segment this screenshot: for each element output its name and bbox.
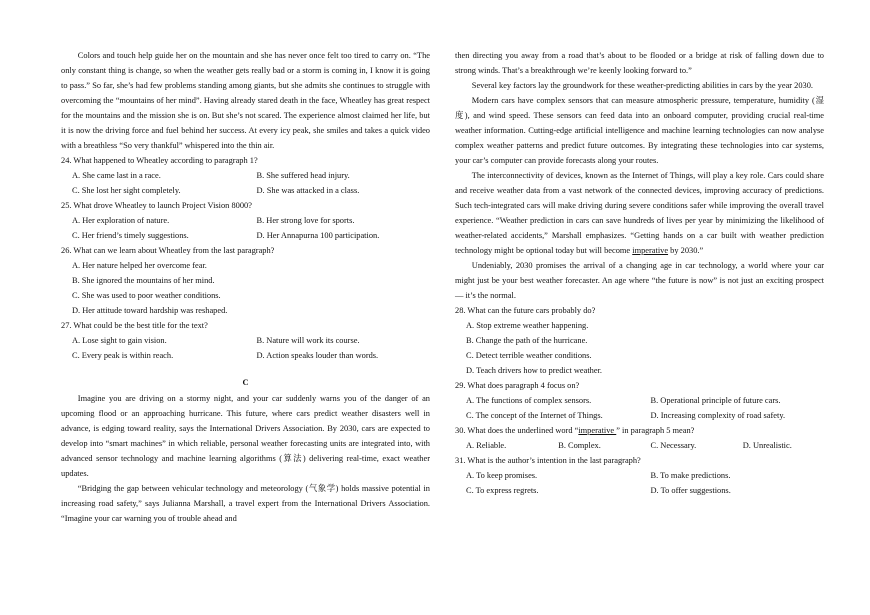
question-stem: 29. What does paragraph 4 focus on? bbox=[455, 381, 580, 390]
stem-text: ” in paragraph 5 mean? bbox=[616, 426, 695, 435]
option-c[interactable]: C. To express regrets. bbox=[466, 486, 539, 495]
option-a[interactable]: A. To keep promises. bbox=[466, 471, 538, 480]
option-d[interactable]: D. She was attacked in a class. bbox=[256, 186, 360, 195]
right-column bbox=[455, 48, 824, 498]
option-a[interactable]: A. Reliable. bbox=[466, 441, 507, 450]
left-column bbox=[61, 48, 430, 526]
option-b[interactable]: B. To make predictions. bbox=[650, 471, 731, 480]
passage-paragraph: “Bridging the gap between vehicular technology and meteorology (气象学) holds massive potential in increasing road safety,” says Julianna Marshall, a travel expert from the International Drivers Association. “Imagine your car warning you of trouble ahead and bbox=[61, 484, 430, 523]
question-30 bbox=[455, 423, 824, 453]
passage-paragraph: Several key factors lay the groundwork for these weather-predicting abilities in cars by the year 2030. bbox=[471, 81, 814, 90]
option-c[interactable]: C. The concept of the Internet of Things. bbox=[466, 411, 603, 420]
option-b[interactable]: B. She ignored the mountains of her mind. bbox=[72, 276, 215, 285]
question-24 bbox=[61, 153, 430, 198]
section-title: C bbox=[242, 378, 249, 387]
option-d[interactable]: D. Her Annapurna 100 participation. bbox=[256, 231, 380, 240]
passage-paragraph bbox=[455, 168, 824, 258]
question-stem bbox=[455, 423, 824, 438]
option-d[interactable]: D. Unrealistic. bbox=[742, 441, 792, 450]
paragraph-text: by 2030.” bbox=[668, 246, 704, 255]
question-26 bbox=[61, 243, 430, 318]
option-b[interactable]: B. Nature will work its course. bbox=[256, 336, 360, 345]
underlined-word: imperative bbox=[578, 426, 617, 435]
option-c[interactable]: C. Necessary. bbox=[650, 441, 697, 450]
option-d[interactable]: D. Teach drivers how to predict weather. bbox=[466, 366, 603, 375]
option-c[interactable]: C. Every peak is within reach. bbox=[72, 351, 174, 360]
question-28 bbox=[455, 303, 824, 378]
stem-text: 30. What does the underlined word “ bbox=[455, 426, 579, 435]
question-stem: 24. What happened to Wheatley according to paragraph 1? bbox=[61, 156, 258, 165]
passage-paragraph: Modern cars have complex sensors that can measure atmospheric pressure, temperature, humidity (湿度), and wind speed. These sensors can feed data into an onboard computer, providing crucial real-time weather information. Cutting-edge artificial intelligence and machine learning technologies can now analyse complex weather patterns and predict future outcomes. By integrating these technologies into car systems, your car’s computer can provide forecasts along your routes. bbox=[455, 96, 824, 165]
option-d[interactable]: D. Her attitude toward hardship was reshaped. bbox=[72, 306, 228, 315]
paragraph-text: The interconnectivity of devices, known as the Internet of Things, will play a key role. Cars could share and receive weather data from a vast network of the connected devices, improving accuracy of predictions. Such tech-integrated cars will make driving during severe conditions safer while improving the overall travel experience. “Weather prediction in cars can save hundreds of lives per year by minimizing the likelihood of weather-related accidents,” Marshall emphasizes. “Getting hands on a car built with weather prediction technology might be optional today but will become bbox=[455, 171, 824, 255]
question-stem: 25. What drove Wheatley to launch Project Vision 8000? bbox=[61, 201, 252, 210]
question-27 bbox=[61, 318, 430, 363]
option-a[interactable]: A. Stop extreme weather happening. bbox=[466, 321, 589, 330]
question-25 bbox=[61, 198, 430, 243]
option-b[interactable]: B. Her strong love for sports. bbox=[256, 216, 355, 225]
option-a[interactable]: A. The functions of complex sensors. bbox=[466, 396, 592, 405]
passage-paragraph: then directing you away from a road that’s about to be flooded or a bridge at risk of falling down due to strong winds. That’s a breakthrough we’re keenly looking forward to.” bbox=[455, 51, 824, 75]
passage-paragraph: Undeniably, 2030 promises the arrival of a changing age in car technology, a world where your car might just be your best weather forecaster. An age where “the future is now” is not just an exciting prospect — it’s the normal. bbox=[455, 261, 824, 300]
option-b[interactable]: B. Operational principle of future cars. bbox=[650, 396, 781, 405]
question-stem: 31. What is the author’s intention in the last paragraph? bbox=[455, 456, 641, 465]
question-stem: 26. What can we learn about Wheatley from the last paragraph? bbox=[61, 246, 275, 255]
option-c[interactable]: C. Her friend’s timely suggestions. bbox=[72, 231, 189, 240]
option-b[interactable]: B. Change the path of the hurricane. bbox=[466, 336, 588, 345]
option-d[interactable]: D. To offer suggestions. bbox=[650, 486, 731, 495]
option-b[interactable]: B. She suffered head injury. bbox=[256, 171, 350, 180]
option-d[interactable]: D. Action speaks louder than words. bbox=[256, 351, 379, 360]
option-a[interactable]: A. Lose sight to gain vision. bbox=[72, 336, 167, 345]
question-31 bbox=[455, 453, 824, 498]
option-a[interactable]: A. Her nature helped her overcome fear. bbox=[72, 261, 207, 270]
passage-paragraph: Imagine you are driving on a stormy night, and your car suddenly warns you of the danger of an upcoming flood or an approaching hurricane. This future, where cars predict weather disasters well in advance, is edging toward reality, says the International Drivers Association. By 2030, cars are expected to develop into “smart machines” in which reliable, personal weather forecasting units are integrated into, with advanced sensor technology and machine learning algorithms (算法) delivering real-time, exact weather updates. bbox=[61, 394, 430, 478]
passage-paragraph: Colors and touch help guide her on the mountain and she has never once felt too tired to carry on. “The only constant thing is change, so when the weather gets really bad or a storm is coming in, I know it is going to pass.” So far, she’s had few problems standing among giants, but she admits she continues to struggle with overcoming the “mountains of her mind”. Having already stared death in the face, Wheatley has great respect for the mountains and the mission she is on. But she’s not scared. The experience almost claimed her life, but it is now the driving force and fuel behind her success. At every icy peak, she smiles and takes a quick video with a breathless “So very thankful” whispered into the thin air. bbox=[61, 51, 430, 150]
option-a[interactable]: A. Her exploration of nature. bbox=[72, 216, 170, 225]
underlined-word: imperative bbox=[632, 246, 669, 255]
option-c[interactable]: C. She lost her sight completely. bbox=[72, 186, 181, 195]
option-b[interactable]: B. Complex. bbox=[558, 441, 601, 450]
question-29 bbox=[455, 378, 824, 423]
option-c[interactable]: C. Detect terrible weather conditions. bbox=[466, 351, 592, 360]
question-stem: 28. What can the future cars probably do? bbox=[455, 306, 596, 315]
option-a[interactable]: A. She came last in a race. bbox=[72, 171, 161, 180]
question-stem: 27. What could be the best title for the text? bbox=[61, 321, 208, 330]
option-c[interactable]: C. She was used to poor weather conditions. bbox=[72, 291, 221, 300]
option-d[interactable]: D. Increasing complexity of road safety. bbox=[650, 411, 786, 420]
